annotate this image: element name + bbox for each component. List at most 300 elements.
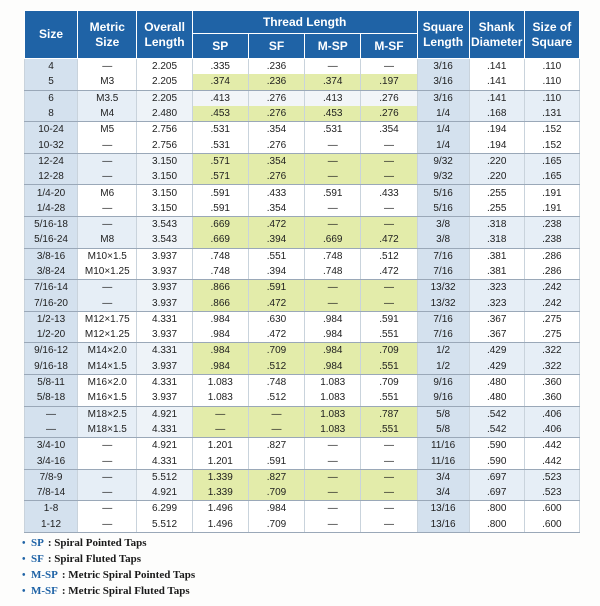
cell-overall-length: 4.331 <box>137 343 192 359</box>
tap-spec-table <box>24 10 580 533</box>
cell-m-sf: — <box>361 517 417 533</box>
cell-size-of-square: .406 <box>524 406 579 422</box>
cell-sf: .551 <box>248 248 304 264</box>
table-row <box>25 137 580 153</box>
cell-size: 12-24 <box>25 153 78 169</box>
cell-overall-length: 3.543 <box>137 232 192 248</box>
row-group <box>25 280 580 312</box>
cell-metric-size: — <box>78 453 137 469</box>
row-group <box>25 185 580 217</box>
cell-metric-size: — <box>78 517 137 533</box>
cell-size: — <box>25 406 78 422</box>
cell-m-sf: — <box>361 295 417 311</box>
cell-square-length: 1/2 <box>417 359 469 375</box>
cell-overall-length: 5.512 <box>137 517 192 533</box>
cell-sp: 1.083 <box>192 374 248 390</box>
cell-square-length: 5/8 <box>417 422 469 438</box>
cell-m-sp: — <box>305 153 361 169</box>
table-row <box>25 216 580 232</box>
cell-size-of-square: .275 <box>524 311 579 327</box>
cell-metric-size: — <box>78 201 137 217</box>
legend-item: • SP : Spiral Pointed Taps <box>22 535 322 551</box>
header-metric-size: Metric Size <box>78 11 137 59</box>
cell-size-of-square: .191 <box>524 185 579 201</box>
cell-m-sp: .413 <box>305 90 361 106</box>
table-row <box>25 343 580 359</box>
cell-sf: .354 <box>248 153 304 169</box>
cell-m-sp: — <box>305 59 361 75</box>
cell-shank-diameter: .141 <box>469 74 524 90</box>
cell-shank-diameter: .318 <box>469 216 524 232</box>
cell-sp: 1.201 <box>192 453 248 469</box>
cell-sf: .591 <box>248 280 304 296</box>
cell-size: 1-8 <box>25 501 78 517</box>
header-sf: SF <box>248 34 304 59</box>
row-group <box>25 469 580 501</box>
cell-square-length: 9/32 <box>417 153 469 169</box>
cell-m-sf: — <box>361 153 417 169</box>
cell-sp: .866 <box>192 295 248 311</box>
cell-overall-length: 4.331 <box>137 422 192 438</box>
cell-shank-diameter: .323 <box>469 295 524 311</box>
cell-size-of-square: .110 <box>524 90 579 106</box>
table-row <box>25 406 580 422</box>
cell-sf: .709 <box>248 343 304 359</box>
cell-m-sp: — <box>305 501 361 517</box>
cell-m-sf: — <box>361 201 417 217</box>
cell-shank-diameter: .590 <box>469 453 524 469</box>
cell-sp: .591 <box>192 185 248 201</box>
cell-shank-diameter: .220 <box>469 169 524 185</box>
cell-size-of-square: .165 <box>524 169 579 185</box>
cell-shank-diameter: .429 <box>469 343 524 359</box>
table-row <box>25 201 580 217</box>
cell-size-of-square: .406 <box>524 422 579 438</box>
cell-m-sf: — <box>361 59 417 75</box>
cell-sp: .669 <box>192 232 248 248</box>
cell-square-length: 13/32 <box>417 295 469 311</box>
cell-square-length: 3/16 <box>417 90 469 106</box>
cell-sf: .512 <box>248 390 304 406</box>
cell-m-sf: — <box>361 453 417 469</box>
cell-shank-diameter: .194 <box>469 137 524 153</box>
cell-sp: .591 <box>192 201 248 217</box>
bullet-icon: • <box>22 554 26 565</box>
table-row <box>25 469 580 485</box>
bullet-icon: • <box>22 586 26 597</box>
cell-size-of-square: .523 <box>524 469 579 485</box>
cell-size-of-square: .238 <box>524 232 579 248</box>
cell-overall-length: 2.756 <box>137 122 192 138</box>
cell-m-sf: .354 <box>361 122 417 138</box>
cell-shank-diameter: .168 <box>469 106 524 122</box>
cell-overall-length: 2.205 <box>137 90 192 106</box>
table-row <box>25 517 580 533</box>
cell-sp: — <box>192 406 248 422</box>
cell-overall-length: 3.150 <box>137 169 192 185</box>
cell-shank-diameter: .255 <box>469 201 524 217</box>
cell-m-sp: — <box>305 216 361 232</box>
cell-sp: .748 <box>192 264 248 280</box>
cell-m-sf: .472 <box>361 264 417 280</box>
cell-shank-diameter: .255 <box>469 185 524 201</box>
cell-overall-length: 4.331 <box>137 453 192 469</box>
cell-overall-length: 3.150 <box>137 185 192 201</box>
cell-sp: .748 <box>192 248 248 264</box>
cell-m-sf: .197 <box>361 74 417 90</box>
header-overall-length: Overall Length <box>137 11 192 59</box>
cell-metric-size: — <box>78 295 137 311</box>
cell-sf: — <box>248 406 304 422</box>
cell-square-length: 3/8 <box>417 232 469 248</box>
table-header <box>25 11 580 59</box>
cell-shank-diameter: .542 <box>469 422 524 438</box>
row-group <box>25 216 580 248</box>
cell-sp: .531 <box>192 137 248 153</box>
cell-m-sp: .374 <box>305 74 361 90</box>
row-group <box>25 343 580 375</box>
cell-m-sp: — <box>305 517 361 533</box>
cell-metric-size: M12×1.75 <box>78 311 137 327</box>
cell-m-sf: .551 <box>361 422 417 438</box>
cell-metric-size: — <box>78 153 137 169</box>
table-row <box>25 422 580 438</box>
cell-m-sf: .787 <box>361 406 417 422</box>
cell-overall-length: 3.937 <box>137 280 192 296</box>
cell-square-length: 7/16 <box>417 264 469 280</box>
cell-square-length: 11/16 <box>417 453 469 469</box>
cell-metric-size: M10×1.25 <box>78 264 137 280</box>
cell-size: 1/2-20 <box>25 327 78 343</box>
cell-overall-length: 3.937 <box>137 264 192 280</box>
cell-overall-length: 4.331 <box>137 311 192 327</box>
cell-square-length: 3/8 <box>417 216 469 232</box>
cell-m-sf: .551 <box>361 359 417 375</box>
cell-size: 10-32 <box>25 137 78 153</box>
cell-size: 10-24 <box>25 122 78 138</box>
cell-shank-diameter: .429 <box>469 359 524 375</box>
cell-overall-length: 3.937 <box>137 248 192 264</box>
cell-m-sp: — <box>305 295 361 311</box>
cell-m-sp: — <box>305 469 361 485</box>
cell-shank-diameter: .323 <box>469 280 524 296</box>
cell-metric-size: — <box>78 216 137 232</box>
cell-shank-diameter: .800 <box>469 517 524 533</box>
cell-m-sp: .453 <box>305 106 361 122</box>
table-row <box>25 453 580 469</box>
cell-size-of-square: .360 <box>524 374 579 390</box>
cell-sp: .984 <box>192 311 248 327</box>
row-group <box>25 406 580 438</box>
cell-overall-length: 3.937 <box>137 327 192 343</box>
cell-m-sp: — <box>305 201 361 217</box>
legend-item: • M-SP : Metric Spiral Pointed Taps <box>22 567 322 583</box>
cell-size: 7/8-14 <box>25 485 78 501</box>
cell-sf: .394 <box>248 232 304 248</box>
cell-metric-size: — <box>78 280 137 296</box>
cell-shank-diameter: .141 <box>469 90 524 106</box>
cell-metric-size: — <box>78 169 137 185</box>
cell-metric-size: M6 <box>78 185 137 201</box>
cell-metric-size: M18×1.5 <box>78 422 137 438</box>
cell-m-sp: — <box>305 453 361 469</box>
row-group <box>25 153 580 185</box>
cell-size-of-square: .286 <box>524 264 579 280</box>
cell-metric-size: — <box>78 469 137 485</box>
cell-m-sf: — <box>361 438 417 454</box>
cell-size-of-square: .110 <box>524 74 579 90</box>
cell-m-sf: — <box>361 216 417 232</box>
cell-square-length: 1/2 <box>417 343 469 359</box>
header-square-length: Square Length <box>417 11 469 59</box>
cell-square-length: 11/16 <box>417 438 469 454</box>
cell-m-sf: — <box>361 469 417 485</box>
cell-sf: .276 <box>248 137 304 153</box>
cell-m-sf: — <box>361 501 417 517</box>
cell-metric-size: M14×1.5 <box>78 359 137 375</box>
row-group <box>25 438 580 470</box>
cell-sf: .748 <box>248 374 304 390</box>
cell-sp: .984 <box>192 359 248 375</box>
cell-size-of-square: .275 <box>524 327 579 343</box>
cell-size-of-square: .242 <box>524 295 579 311</box>
cell-square-length: 7/16 <box>417 311 469 327</box>
row-group <box>25 374 580 406</box>
cell-size: 3/4-10 <box>25 438 78 454</box>
table-row <box>25 232 580 248</box>
cell-size: 1-12 <box>25 517 78 533</box>
cell-shank-diameter: .697 <box>469 469 524 485</box>
cell-size: 9/16-18 <box>25 359 78 375</box>
cell-sp: 1.339 <box>192 485 248 501</box>
cell-m-sp: 1.083 <box>305 390 361 406</box>
cell-m-sp: 1.083 <box>305 374 361 390</box>
header-m-sf: M-SF <box>361 34 417 59</box>
cell-sp: 1.083 <box>192 390 248 406</box>
cell-shank-diameter: .318 <box>469 232 524 248</box>
cell-size: 3/4-16 <box>25 453 78 469</box>
cell-size: 1/4-28 <box>25 201 78 217</box>
cell-overall-length: 3.937 <box>137 359 192 375</box>
cell-size-of-square: .322 <box>524 343 579 359</box>
cell-overall-length: 2.205 <box>137 59 192 75</box>
table-row <box>25 374 580 390</box>
cell-overall-length: 5.512 <box>137 469 192 485</box>
cell-metric-size: M18×2.5 <box>78 406 137 422</box>
cell-shank-diameter: .141 <box>469 59 524 75</box>
header-size: Size <box>25 11 78 59</box>
cell-metric-size: M3.5 <box>78 90 137 106</box>
cell-size-of-square: .242 <box>524 280 579 296</box>
cell-size: — <box>25 422 78 438</box>
cell-m-sf: — <box>361 169 417 185</box>
cell-sp: .413 <box>192 90 248 106</box>
cell-sf: .827 <box>248 438 304 454</box>
row-group <box>25 311 580 343</box>
cell-overall-length: 3.150 <box>137 201 192 217</box>
table-row <box>25 59 580 75</box>
cell-size-of-square: .238 <box>524 216 579 232</box>
cell-square-length: 9/32 <box>417 169 469 185</box>
cell-size: 3/8-16 <box>25 248 78 264</box>
cell-sf: .472 <box>248 295 304 311</box>
cell-m-sf: .551 <box>361 327 417 343</box>
cell-overall-length: 4.921 <box>137 438 192 454</box>
cell-size-of-square: .165 <box>524 153 579 169</box>
table-row <box>25 248 580 264</box>
cell-size: 12-28 <box>25 169 78 185</box>
cell-m-sp: 1.083 <box>305 406 361 422</box>
cell-square-length: 5/16 <box>417 201 469 217</box>
cell-m-sf: — <box>361 485 417 501</box>
cell-overall-length: 2.480 <box>137 106 192 122</box>
cell-square-length: 1/4 <box>417 106 469 122</box>
table-row <box>25 153 580 169</box>
cell-size-of-square: .286 <box>524 248 579 264</box>
header-sp: SP <box>192 34 248 59</box>
legend <box>22 535 322 599</box>
cell-m-sf: — <box>361 137 417 153</box>
cell-overall-length: 4.921 <box>137 485 192 501</box>
table-row <box>25 90 580 106</box>
cell-square-length: 5/8 <box>417 406 469 422</box>
cell-sp: 1.339 <box>192 469 248 485</box>
cell-size: 5/8-11 <box>25 374 78 390</box>
cell-square-length: 3/16 <box>417 74 469 90</box>
cell-overall-length: 3.937 <box>137 295 192 311</box>
cell-square-length: 9/16 <box>417 374 469 390</box>
table-row <box>25 122 580 138</box>
cell-m-sf: .551 <box>361 390 417 406</box>
cell-metric-size: — <box>78 59 137 75</box>
cell-sf: .354 <box>248 122 304 138</box>
cell-metric-size: — <box>78 137 137 153</box>
cell-sp: 1.201 <box>192 438 248 454</box>
cell-m-sp: — <box>305 137 361 153</box>
table-row <box>25 185 580 201</box>
cell-metric-size: M10×1.5 <box>78 248 137 264</box>
table-row <box>25 311 580 327</box>
cell-sp: 1.496 <box>192 517 248 533</box>
cell-sp: .531 <box>192 122 248 138</box>
cell-m-sf: .709 <box>361 374 417 390</box>
cell-shank-diameter: .194 <box>469 122 524 138</box>
cell-sf: .512 <box>248 359 304 375</box>
cell-metric-size: M8 <box>78 232 137 248</box>
cell-m-sp: .748 <box>305 248 361 264</box>
table-row <box>25 280 580 296</box>
cell-sf: .472 <box>248 327 304 343</box>
cell-m-sp: .984 <box>305 343 361 359</box>
cell-m-sp: .984 <box>305 311 361 327</box>
cell-square-length: 3/16 <box>417 59 469 75</box>
cell-m-sp: — <box>305 485 361 501</box>
cell-metric-size: M16×1.5 <box>78 390 137 406</box>
cell-sp: — <box>192 422 248 438</box>
bullet-icon: • <box>22 570 26 581</box>
cell-shank-diameter: .480 <box>469 374 524 390</box>
cell-sp: .984 <box>192 327 248 343</box>
cell-m-sp: .669 <box>305 232 361 248</box>
cell-m-sp: .748 <box>305 264 361 280</box>
row-group <box>25 248 580 280</box>
cell-sf: — <box>248 422 304 438</box>
cell-size: 7/8-9 <box>25 469 78 485</box>
table-row <box>25 438 580 454</box>
cell-sf: .276 <box>248 106 304 122</box>
cell-m-sf: .591 <box>361 311 417 327</box>
cell-size: 9/16-12 <box>25 343 78 359</box>
cell-square-length: 1/4 <box>417 122 469 138</box>
cell-m-sp: .531 <box>305 122 361 138</box>
table-row <box>25 327 580 343</box>
cell-size-of-square: .523 <box>524 485 579 501</box>
row-group <box>25 90 580 122</box>
cell-size: 5/16-18 <box>25 216 78 232</box>
cell-sf: .984 <box>248 501 304 517</box>
header-size-of-square: Size of Square <box>524 11 579 59</box>
cell-overall-length: 3.937 <box>137 390 192 406</box>
cell-square-length: 13/16 <box>417 501 469 517</box>
cell-m-sp: 1.083 <box>305 422 361 438</box>
bullet-icon: • <box>22 538 26 549</box>
cell-sp: .335 <box>192 59 248 75</box>
cell-size: 5 <box>25 74 78 90</box>
header-thread-length: Thread Length <box>192 11 417 34</box>
cell-sf: .591 <box>248 453 304 469</box>
cell-m-sf: .433 <box>361 185 417 201</box>
cell-m-sf: .512 <box>361 248 417 264</box>
legend-item: • SF : Spiral Fluted Taps <box>22 551 322 567</box>
cell-sp: .984 <box>192 343 248 359</box>
table-row <box>25 295 580 311</box>
cell-sf: .354 <box>248 201 304 217</box>
cell-m-sp: .591 <box>305 185 361 201</box>
cell-size: 1/4-20 <box>25 185 78 201</box>
cell-sf: .709 <box>248 517 304 533</box>
cell-size: 6 <box>25 90 78 106</box>
cell-size-of-square: .442 <box>524 453 579 469</box>
cell-sf: .276 <box>248 169 304 185</box>
cell-sf: .709 <box>248 485 304 501</box>
cell-sp: .866 <box>192 280 248 296</box>
cell-overall-length: 3.543 <box>137 216 192 232</box>
cell-shank-diameter: .367 <box>469 327 524 343</box>
cell-sp: .453 <box>192 106 248 122</box>
cell-shank-diameter: .220 <box>469 153 524 169</box>
cell-m-sp: — <box>305 169 361 185</box>
cell-shank-diameter: .800 <box>469 501 524 517</box>
cell-overall-length: 4.921 <box>137 406 192 422</box>
cell-m-sp: — <box>305 438 361 454</box>
table-row <box>25 501 580 517</box>
cell-shank-diameter: .590 <box>469 438 524 454</box>
cell-metric-size: M12×1.25 <box>78 327 137 343</box>
cell-m-sf: — <box>361 280 417 296</box>
cell-metric-size: M14×2.0 <box>78 343 137 359</box>
cell-m-sp: — <box>305 280 361 296</box>
cell-sp: .374 <box>192 74 248 90</box>
cell-overall-length: 6.299 <box>137 501 192 517</box>
cell-square-length: 7/16 <box>417 327 469 343</box>
row-group <box>25 122 580 154</box>
cell-square-length: 3/4 <box>417 485 469 501</box>
legend-item: • M-SF : Metric Spiral Fluted Taps <box>22 583 322 599</box>
cell-shank-diameter: .480 <box>469 390 524 406</box>
cell-m-sf: .472 <box>361 232 417 248</box>
cell-metric-size: M16×2.0 <box>78 374 137 390</box>
cell-square-length: 7/16 <box>417 248 469 264</box>
